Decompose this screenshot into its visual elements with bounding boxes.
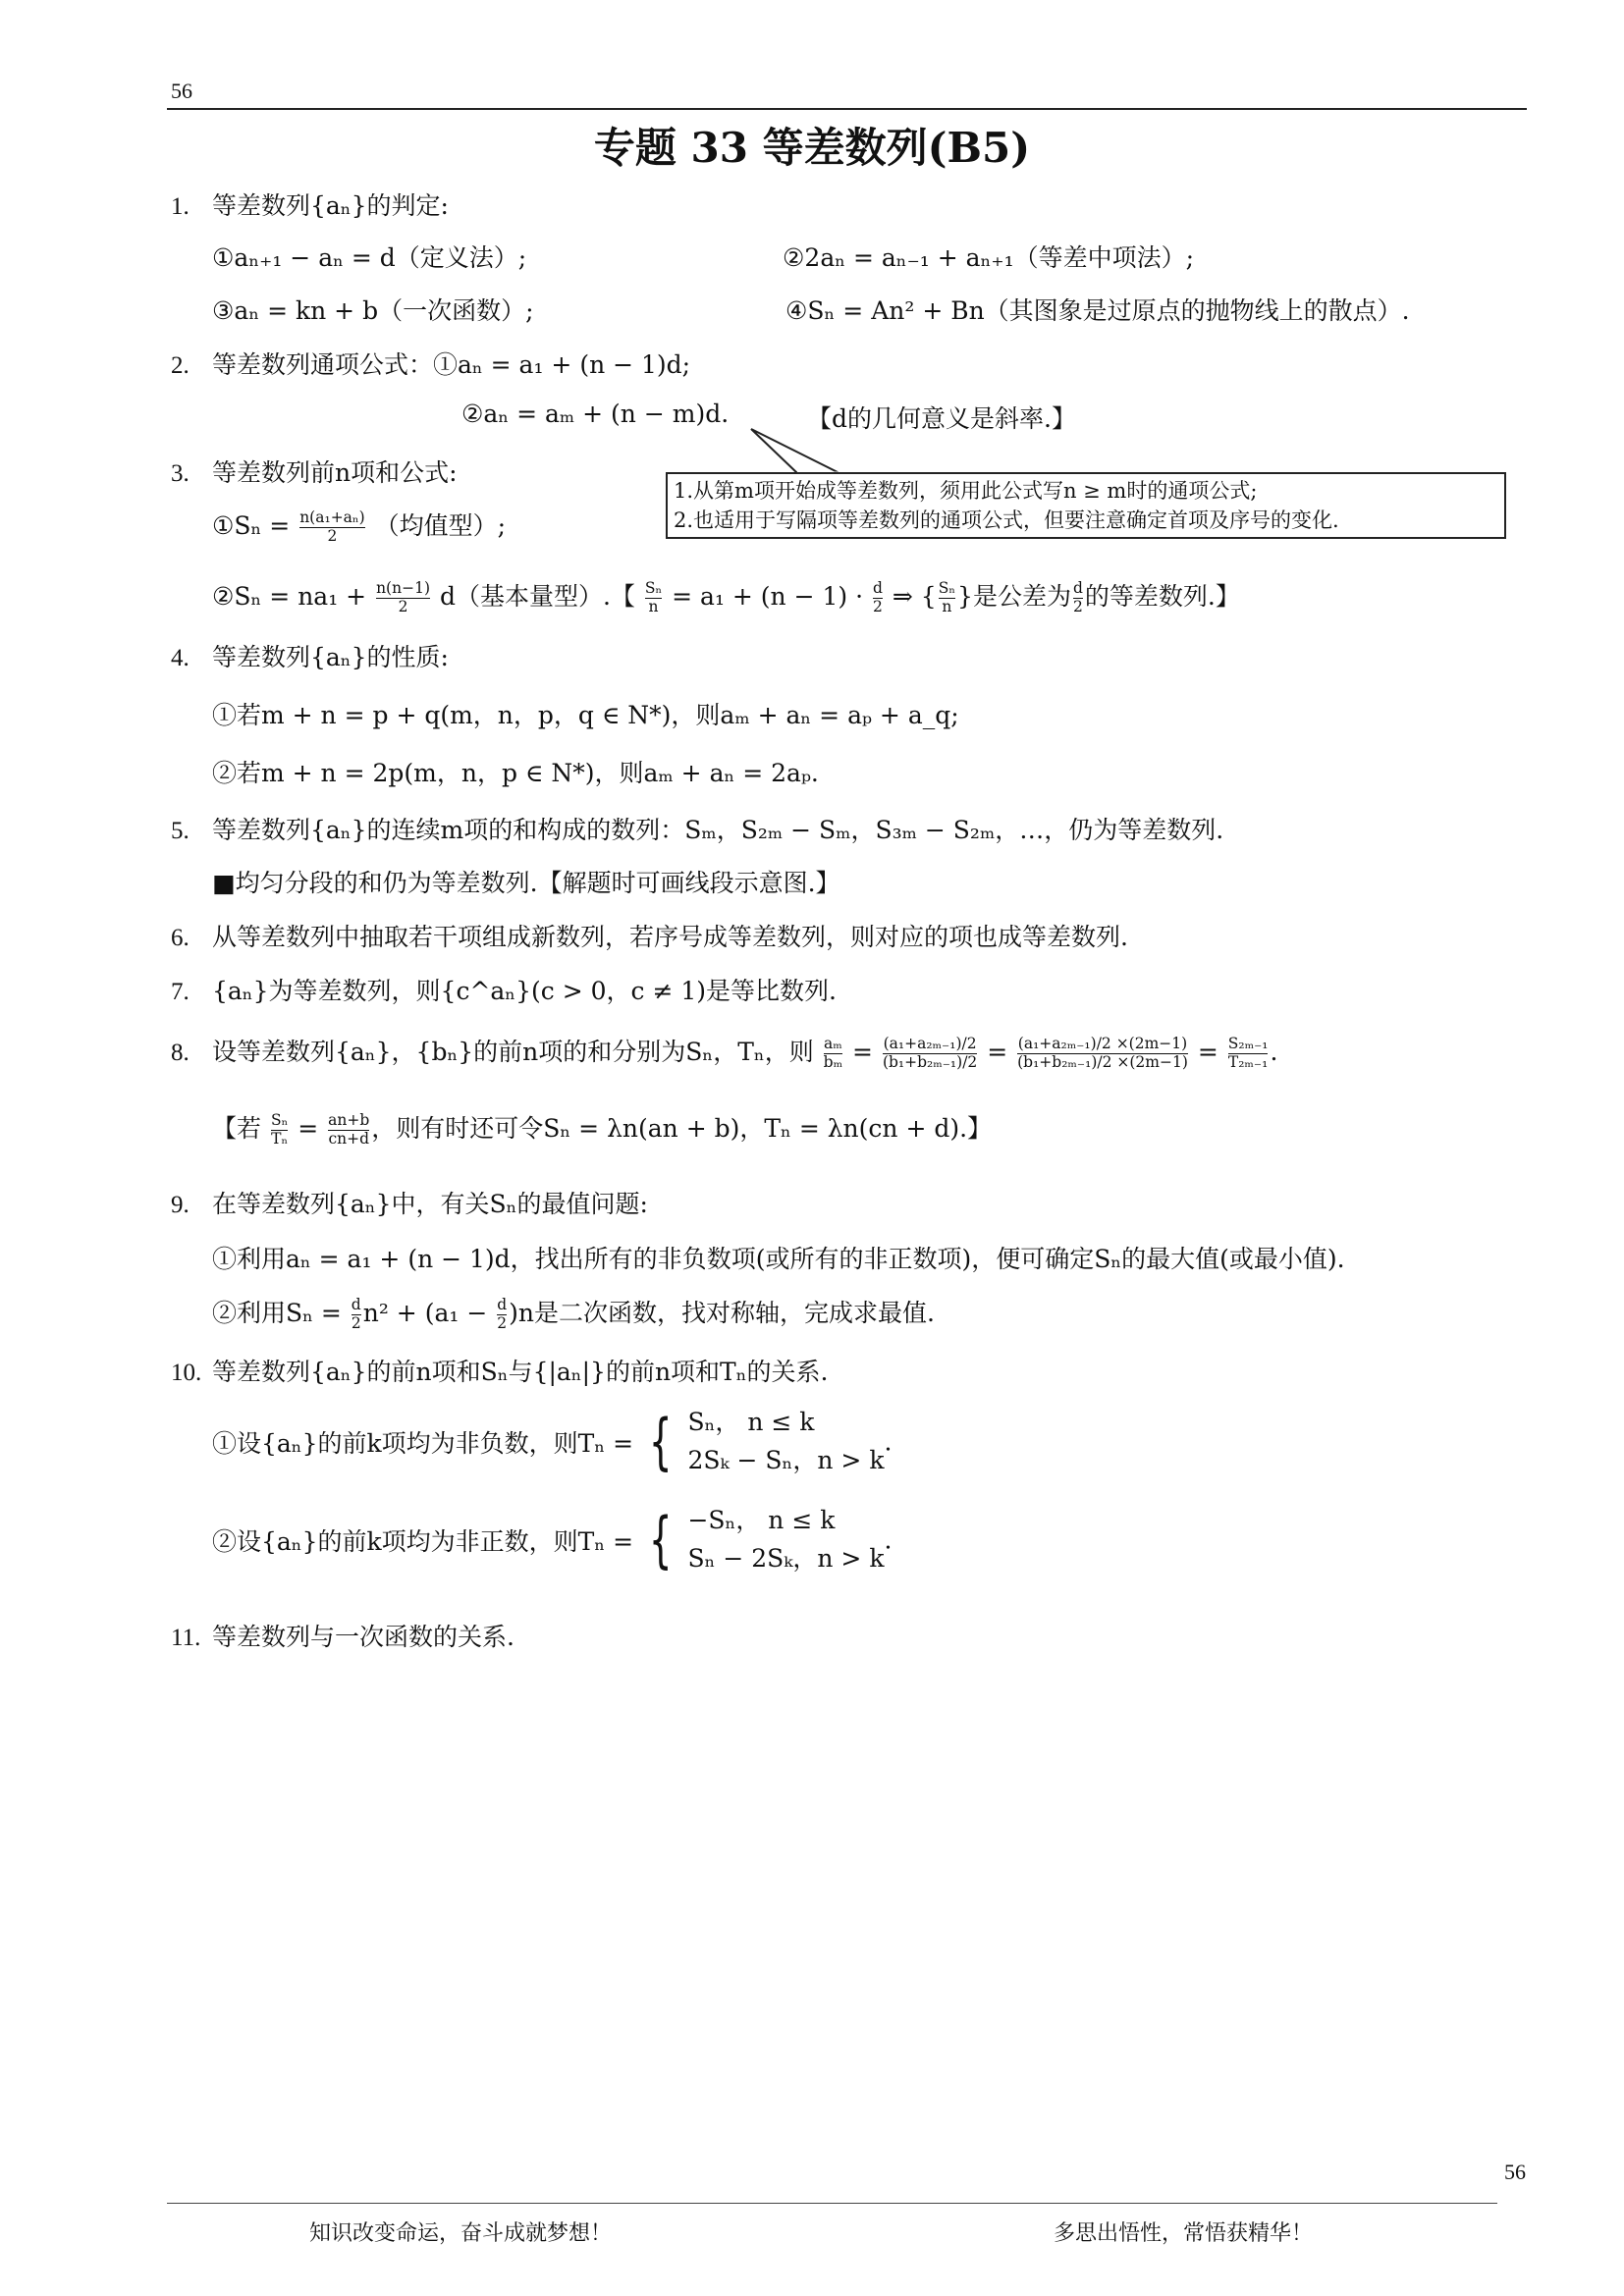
formula-text: 【若: [212, 1114, 262, 1143]
footer-motto-left: 知识改变命运，奋斗成就梦想！: [309, 2221, 613, 2246]
formula-text: )n是二次函数，找对称轴，完成求最值.: [509, 1299, 935, 1327]
formula-text: }是公差为: [957, 582, 1071, 611]
numerator: Sₙ: [270, 1111, 289, 1130]
item-number: 10.: [171, 1360, 202, 1386]
piecewise-cases: [687, 1502, 884, 1578]
denominator: (b₁+b₂ₘ₋₁)/2: [882, 1053, 978, 1071]
callout-line: 2.也适用于写隔项等差数列的通项公式，但要注意确定首项及序号的变化.: [674, 508, 1339, 532]
sub-line: [212, 1294, 935, 1333]
formula-text: ⇒ {: [892, 582, 937, 611]
numerator: Sₙ: [644, 579, 663, 598]
formula-text: ，则有时还可令Sₙ = λn(an + b)，Tₙ = λn(cn + d).】: [371, 1114, 993, 1143]
sub-line: ②若m + n = 2p(m，n，p ∈ N*)，则aₘ + aₙ = 2aₚ.: [212, 759, 819, 787]
fraction: [376, 580, 430, 616]
item-text: 等差数列{aₙ}的判定:: [212, 191, 449, 220]
list-item: [171, 918, 1128, 953]
fraction: [824, 1036, 842, 1072]
fraction: [328, 1112, 369, 1148]
period: .: [1270, 1038, 1278, 1066]
fraction: [1017, 1036, 1188, 1072]
case-row: −Sₙ， n ≤ k: [687, 1506, 836, 1534]
denominator: 2: [299, 527, 364, 546]
numerator: d: [497, 1296, 508, 1314]
item-number: 9.: [171, 1192, 189, 1218]
numerator: n(n−1): [376, 579, 430, 598]
fraction: [352, 1297, 361, 1333]
sub-line: [212, 1109, 992, 1148]
list-item: [171, 1353, 829, 1388]
numerator: aₘ: [824, 1035, 842, 1053]
fraction: [939, 580, 955, 616]
fraction: [1228, 1036, 1269, 1072]
callout-line: 1.从第m项开始成等差数列，须用此公式写n ≥ m时的通项公式;: [674, 479, 1258, 503]
callout-box: [666, 472, 1506, 539]
formula-text: 的等差数列.】: [1084, 582, 1240, 611]
numerator: d: [1072, 579, 1083, 598]
item-text: 从等差数列中抽取若干项组成新数列，若序号成等差数列，则对应的项也成等差数列.: [212, 923, 1128, 951]
item-text: 在等差数列{aₙ}中，有关Sₙ的最值问题:: [212, 1190, 648, 1218]
period: .: [884, 1525, 893, 1555]
formula-text: n² + (a₁ −: [362, 1299, 488, 1327]
denominator: 2: [1072, 598, 1083, 615]
item-number: 2.: [171, 352, 189, 379]
fraction: [497, 1297, 507, 1333]
item-number: 1.: [171, 193, 189, 220]
denominator: n: [939, 598, 955, 616]
sub-line: ③aₙ = kn + b（一次函数）;: [212, 296, 534, 325]
sub-line: [212, 1404, 892, 1480]
case-row: Sₙ， n ≤ k: [687, 1408, 815, 1436]
item-text: 设等差数列{aₙ}，{bₙ}的前n项的和分别为Sₙ，Tₙ，则: [212, 1038, 814, 1066]
list-item: [171, 1185, 648, 1220]
sub-line: ②aₙ = aₘ + (n − m)d.: [461, 400, 730, 428]
list-item: [171, 811, 1223, 846]
sub-line: ②2aₙ = aₙ₋₁ + aₙ₊₁（等差中项法）;: [783, 243, 1195, 272]
numerator: (a₁+a₂ₘ₋₁)/2: [883, 1035, 977, 1053]
header-page-number: 56: [171, 79, 192, 103]
item-number: 4.: [171, 645, 189, 671]
sub-line: [212, 507, 506, 546]
period: .: [884, 1427, 893, 1457]
fraction: [271, 1112, 288, 1148]
denominator: bₘ: [823, 1053, 843, 1071]
formula-text: ①Sₙ =: [212, 511, 291, 540]
fraction: [873, 580, 883, 616]
denominator: Tₙ: [271, 1130, 289, 1148]
page-title: 专题 33 等差数列(B5): [593, 124, 1031, 172]
list-item: [171, 454, 458, 489]
denominator: (b₁+b₂ₘ₋₁)/2 ×(2m−1): [1017, 1053, 1188, 1071]
item-number: 8.: [171, 1040, 189, 1066]
item-number: 5.: [171, 818, 189, 844]
item-text: 等差数列{aₙ}的前n项和Sₙ与{|aₙ|}的前n项和Tₙ的关系.: [212, 1358, 829, 1386]
formula-text: ②利用Sₙ =: [212, 1299, 342, 1327]
footer-motto-right: 多思出悟性，常悟获精华！: [1054, 2221, 1314, 2246]
denominator: 2: [497, 1314, 508, 1332]
denominator: 2: [351, 1314, 361, 1332]
sub-line: ①利用aₙ = a₁ + (n − 1)d，找出所有的非负数项(或所有的非正数项)，便可确定Sₙ的最大值(或最小值).: [212, 1245, 1345, 1273]
numerator: (a₁+a₂ₘ₋₁)/2 ×(2m−1): [1017, 1035, 1188, 1053]
item-number: 11.: [171, 1625, 201, 1651]
item-text: 等差数列{aₙ}的连续m项的和构成的数列：Sₘ，S₂ₘ − Sₘ，S₃ₘ − S₂ₘ，…，仍为等差数列.: [212, 816, 1224, 844]
left-brace: {: [648, 1503, 673, 1575]
footer-divider: [167, 2203, 1497, 2204]
sub-line: ①aₙ₊₁ − aₙ = d（定义法）;: [212, 243, 527, 272]
case-row: Sₙ − 2Sₖ，n > k: [687, 1543, 885, 1573]
formula-text: ①设{aₙ}的前k项均为非负数，则Tₙ =: [212, 1428, 634, 1458]
formula-text: = a₁ + (n − 1) ·: [672, 582, 864, 611]
denominator: n: [645, 598, 662, 616]
fraction: [883, 1036, 977, 1072]
denominator: cn+d: [328, 1130, 370, 1148]
numerator: d: [873, 579, 883, 598]
denominator: 2: [873, 598, 883, 615]
item-text: 等差数列前n项和公式:: [212, 458, 458, 487]
sub-line: ①若m + n = p + q(m，n，p，q ∈ N*)，则aₘ + aₙ = aₚ + a_q;: [212, 701, 959, 729]
sub-line: [212, 577, 1240, 616]
formula-text: d（基本量型）.【: [439, 582, 635, 611]
fraction: [645, 580, 662, 616]
formula-text: =: [298, 1114, 319, 1143]
numerator: Sₙ: [938, 579, 956, 598]
item-text: {aₙ}为等差数列，则{c^aₙ}(c > 0，c ≠ 1)是等比数列.: [212, 977, 837, 1005]
formula-text: （均值型）;: [374, 511, 507, 540]
sub-line: [212, 1502, 892, 1578]
numerator: an+b: [328, 1111, 370, 1130]
piecewise-cases: [687, 1404, 884, 1480]
item-text: 等差数列{aₙ}的性质:: [212, 643, 449, 671]
item-number: 7.: [171, 979, 189, 1005]
list-item: 8. 设等差数列{aₙ}，{bₙ}的前n项的和分别为Sₙ，Tₙ，则 $\frac{\text{aₘ}}{\text{bₘ}}$ = $\frac{\text{(a₁+a₂ₘ₋₁)/2}}{\text{(b₁+b₂ₘ₋₁)/2}}$ = $\frac{\text{(a₁+a₂ₘ₋₁)/2 ×(2m−1)}}{\text{(b₁+b₂ₘ₋₁)/2 ×(2m−1)}}$ = $\frac{\text{S₂ₘ₋₁}}{\text{T₂ₘ₋₁}}$ .: [171, 1035, 1278, 1071]
formula-text: ②Sₙ = na₁ +: [212, 582, 367, 611]
sub-line: ■均匀分段的和仍为等差数列.【解题时可画线段示意图.】: [212, 869, 840, 897]
item-number: 6.: [171, 925, 189, 951]
denominator: T₂ₘ₋₁: [1227, 1053, 1269, 1071]
list-item: [171, 972, 837, 1007]
list-item: [171, 638, 449, 673]
case-row: 2Sₖ − Sₙ，n > k: [687, 1445, 885, 1474]
sub-line: ④Sₙ = An² + Bn（其图象是过原点的抛物线上的散点）.: [785, 296, 1410, 325]
fraction: [1073, 580, 1083, 616]
footer-page-number: 56: [1504, 2160, 1526, 2184]
left-brace: {: [648, 1405, 673, 1477]
numerator: d: [351, 1296, 361, 1314]
denominator: 2: [376, 598, 430, 616]
item-text: 等差数列与一次函数的关系.: [212, 1623, 514, 1651]
formula-text: ②设{aₙ}的前k项均为非正数，则Tₙ =: [212, 1526, 634, 1556]
item-text: 等差数列通项公式：①aₙ = a₁ + (n − 1)d;: [212, 350, 691, 379]
sub-line-note: 【d的几何意义是斜率.】: [807, 404, 1076, 433]
numerator: n(a₁+aₙ): [299, 508, 365, 527]
item-number: 3.: [171, 460, 189, 487]
list-item: [171, 1618, 514, 1653]
fraction: [299, 509, 364, 546]
numerator: S₂ₘ₋₁: [1227, 1035, 1269, 1053]
